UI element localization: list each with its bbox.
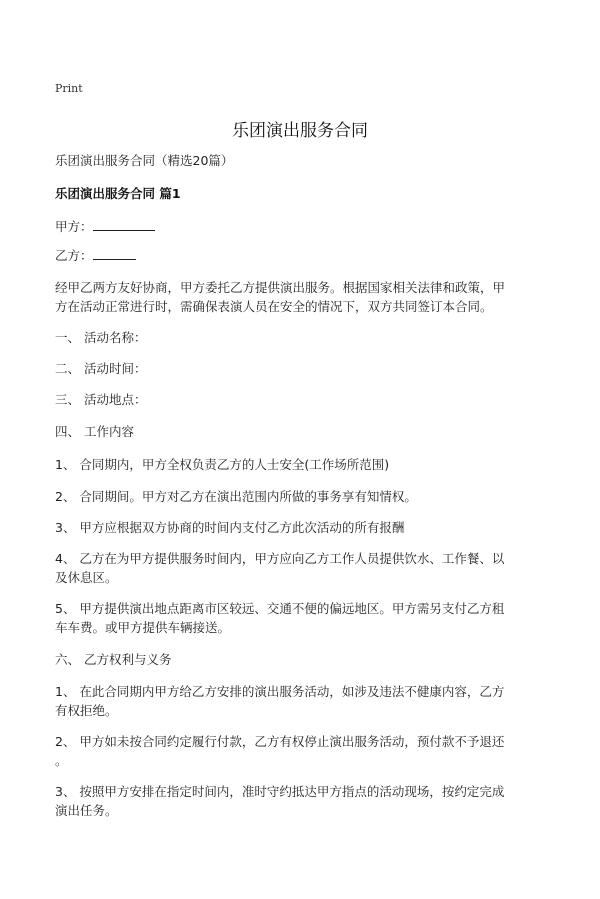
clause-6: 六、 乙方权利与义务 (55, 652, 172, 667)
right-item-2-line-2: 。 (55, 753, 68, 768)
document-subtitle: 乐团演出服务合同（精选20篇） (55, 153, 234, 168)
work-item-1: 1、 合同期内，甲方全权负责乙方的人士安全(工作场所范围) (55, 457, 390, 472)
work-item-5-line-2: 车车费。或甲方提供车辆接送。 (55, 620, 231, 635)
party-b-line (55, 246, 550, 266)
intro-line-2: 方在活动正常进行时，需确保表演人员在安全的情况下，双方共同签订本合同。 (55, 299, 493, 314)
party-b-label: 乙方： (55, 248, 93, 263)
clause-1: 一、 活动名称： (55, 330, 147, 345)
party-b-blank (93, 246, 136, 260)
clause-3: 三、 活动地点： (55, 392, 147, 407)
right-item-3-line-1: 3、 按照甲方安排在指定时间内，准时守约抵达甲方指点的活动现场，按约定完成 (55, 784, 505, 799)
clause-2: 二、 活动时间： (55, 361, 147, 376)
work-item-4-line-2: 及休息区。 (55, 570, 118, 585)
document-title: 乐团演出服务合同 (232, 121, 368, 141)
section-heading: 乐团演出服务合同 篇1 (55, 186, 181, 201)
right-item-1-line-2: 有权拒绝。 (55, 703, 118, 718)
clause-4: 四、 工作内容 (55, 424, 134, 439)
work-item-4-line-1: 4、 乙方在为甲方提供服务时间内，甲方应向乙方工作人员提供饮水、工作餐、以 (55, 551, 505, 566)
right-item-3-line-2: 演出任务。 (55, 803, 118, 818)
print-label[interactable]: Print (55, 82, 83, 95)
intro-line-1: 经甲乙两方友好协商，甲方委托乙方提供演出服务。根据国家相关法律和政策，甲 (55, 280, 506, 295)
work-item-5-line-1: 5、 甲方提供演出地点距离市区较远、交通不便的偏远地区。甲方需另支付乙方租 (55, 601, 505, 616)
right-item-2-line-1: 2、 甲方如未按合同约定履行付款，乙方有权停止演出服务活动，预付款不予退还 (55, 734, 505, 749)
work-item-3: 3、 甲方应根据双方协商的时间内支付乙方此次活动的所有报酬 (55, 520, 405, 535)
party-a-label: 甲方： (55, 219, 93, 234)
party-a-line (55, 217, 550, 237)
work-item-2: 2、 合同期间。甲方对乙方在演出范围内所做的事务享有知情权。 (55, 489, 417, 504)
right-item-1-line-1: 1、 在此合同期内甲方给乙方安排的演出服务活动，如涉及违法不健康内容，乙方 (55, 684, 505, 699)
party-a-blank (93, 217, 155, 231)
